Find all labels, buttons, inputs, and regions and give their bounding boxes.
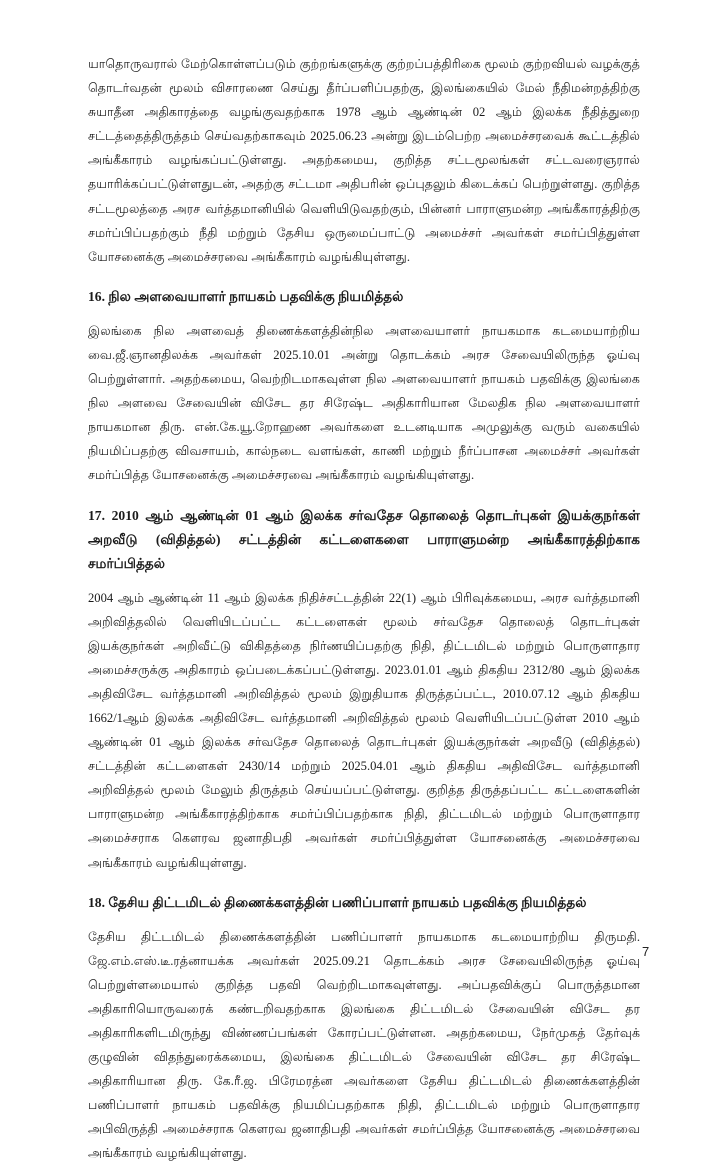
section-17-paragraph: 2004 ஆம் ஆண்டின் 11 ஆம் இலக்க நிதிச்சட்டத்தின் 22(1) ஆம் பிரிவுக்கமைய, அரச வர்த்தமானி அறிவித்தலில் வெளியிடப்பட்ட கட்டளைகள் மூலம் சர்வதேச தொலைத் தொடர்புகள் இயக்குநர்கள் அறிவீட்டு விகிதத்தை நிர்ணயிப்பதற்கு நிதி, திட்டமிடல் மற்றும் பொருளாதார அமைச்சருக்கு அதிகாரம் ஒப்படைக்கப்பட்டுள்ளது. 2023.01.01 ஆம் திகதிய 2312/80 ஆம் இலக்க அதிவிசேட வர்த்தமானி அறிவித்தல் மூலம் இறுதியாக திருத்தப்பட்ட, 2010.07.12 ஆம் திகதிய 1662/1ஆம் இலக்க அதிவிசேட வர்த்தமானி அறிவித்தல் மூலம் வெளியிடப்பட்டுள்ள 2010 ஆம் ஆண்டின் 01 ஆம் இலக்க சர்வதேச தொலைத் தொடர்புகள் இயக்குநர்கள் அறவீடு (விதித்தல்) சட்டத்தின் கட்டளைகள் 2430/14 மற்றும் 2025.04.01 ஆம் திகதிய அதிவிசேட வர்த்தமானி அறிவித்தல் மூலம் மேலும் திருத்தம் செய்யப்பட்டுள்ளது. குறித்த திருத்தப்பட்ட கட்டளைகளின் பாராளுமன்ற அங்கீகாரத்திற்காக சமர்ப்பிப்பதற்காக நிதி, திட்டமிடல் மற்றும் பொருளாதார அமைச்சராக கௌரவ ஜனாதிபதி அவர்கள் சமர்ப்பித்துள்ள யோசனைக்கு அமைச்சரவை அங்கீகாரம் வழங்கியுள்ளது. (88, 590, 640, 870)
section-heading-16: 16. நில அளவையாளர் நாயகம் பதவிக்கு நியமித்தல் (88, 288, 404, 304)
section-18-paragraph: தேசிய திட்டமிடல் திணைக்களத்தின் பணிப்பாளர் நாயகமாக கடமையாற்றிய திருமதி. ஜே.எம்.எஸ்.டீ.ரத்னாயக்க அவர்கள் 2025.09.21 தொடக்கம் அரச சேவையிலிருந்த ஓய்வு பெற்றுள்ளமையால் குறித்த பதவி வெற்றிடமாகவுள்ளது. அப்பதவிக்குப் பொருத்தமான அதிகாரியொருவரைக் கண்டறிவதற்காக இலங்கை திட்டமிடல் சேவையின் விசேட தர அதிகாரிகளிடமிருந்து விண்ணப்பங்கள் கோரப்பட்டுள்ளன. அதற்கமைய, நேர்முகத் தேர்வுக் குழுவின் விதந்துரைக்கமைய, இலங்கை திட்டமிடல் சேவையின் விசேட தர சிரேஷ்ட அதிகாரியான திரு. கே.ரீ.ஜ. பிரேமரத்ன அவர்களை தேசிய திட்டமிடல் திணைக்களத்தின் பணிப்பாளர் நாயகம் பதவிக்கு நியமிப்பதற்காக நிதி, திட்டமிடல் மற்றும் பொருளாதார அபிவிருத்தி அமைச்சராக கௌரவ ஜனாதிபதி அவர்கள் சமர்ப்பித்த யோசனைக்கு அமைச்சரவை அங்கீகாரம் வழங்கியுள்ளது. (88, 929, 640, 1161)
section-heading-17: 17. 2010 ஆம் ஆண்டின் 01 ஆம் இலக்க சர்வதேச தொலைத் தொடர்புகள் இயக்குநர்கள் அறவீடு (விதித்தல்) சட்டத்தின் கட்டளைகளை பாராளுமன்ற அங்கீகாரத்திற்காக சமர்ப்பித்தல் (88, 507, 640, 571)
page-number: 7 (642, 944, 650, 959)
document-page (88, 52, 640, 1166)
paragraph-continuation: யாதொருவரால் மேற்கொள்ளப்படும் குற்றங்களுக்கு குற்றப்பத்திரிகை மூலம் குற்றவியல் வழக்குத் தொடர்வதன் மூலம் விசாரணை செய்து தீர்ப்பளிப்பதற்கு, இலங்கையில் மேல் நீதிமன்றத்திற்கு சுயாதீன அதிகாரத்தை வழங்குவதற்காக 1978 ஆம் ஆண்டின் 02 ஆம் இலக்க நீதித்துறை சட்டத்தைத்திருத்தம் செய்வதற்காகவும் 2025.06.23 அன்று இடம்பெற்ற அமைச்சரவைக் கூட்டத்தில் அங்கீகாரம் வழங்கப்பட்டுள்ளது. அதற்கமைய, குறித்த சட்டமூலங்கள் சட்டவரைஞரால் தயாரிக்கப்பட்டுள்ளதுடன், அதற்கு சட்டமா அதிபரின் ஒப்புதலும் கிடைக்கப் பெற்றுள்ளது. குறித்த சட்டமூலத்தை அரச வர்த்தமானியில் வெளியிடுவதற்கும், பின்னர் பாராளுமன்ற அங்கீகாரத்திற்கு சமர்ப்பிப்பதற்கும் நீதி மற்றும் தேசிய ஒருமைப்பாட்டு அமைச்சர் அவர்கள் சமர்ப்பித்துள்ள யோசனைக்கு அமைச்சரவை அங்கீகாரம் வழங்கியுள்ளது. (88, 57, 640, 264)
section-heading-18: 18. தேசிய திட்டமிடல் திணைக்களத்தின் பணிப்பாளர் நாயகம் பதவிக்கு நியமித்தல் (88, 894, 587, 910)
section-16-paragraph: இலங்கை நில அளவைத் திணைக்களத்தின்நில அளவையாளர் நாயகமாக கடமையாற்றிய வை.ஜீ.ஞானதிலக்க அவர்கள் 2025.10.01 அன்று தொடக்கம் அரச சேவையிலிருந்த ஓய்வு பெற்றுள்ளார். அதற்கமைய, வெற்றிடமாகவுள்ள நில அளவையாளர் நாயகம் பதவிக்கு இலங்கை நில அளவை சேவையின் விசேட தர சிரேஷ்ட அதிகாரியான மேலதிக நில அளவையாளர் நாயகமான திரு. என்.கே.யூ.றோஹண அவர்களை உடனடியாக அமுலுக்கு வரும் வகையில் நியமிப்பதற்கு விவசாயம், கால்நடை வளங்கள், காணி மற்றும் நீர்ப்பாசன அமைச்சர் அவர்கள் சமர்ப்பித்த யோசனைக்கு அமைச்சரவை அங்கீகாரம் வழங்கியுள்ளது. (88, 323, 640, 483)
